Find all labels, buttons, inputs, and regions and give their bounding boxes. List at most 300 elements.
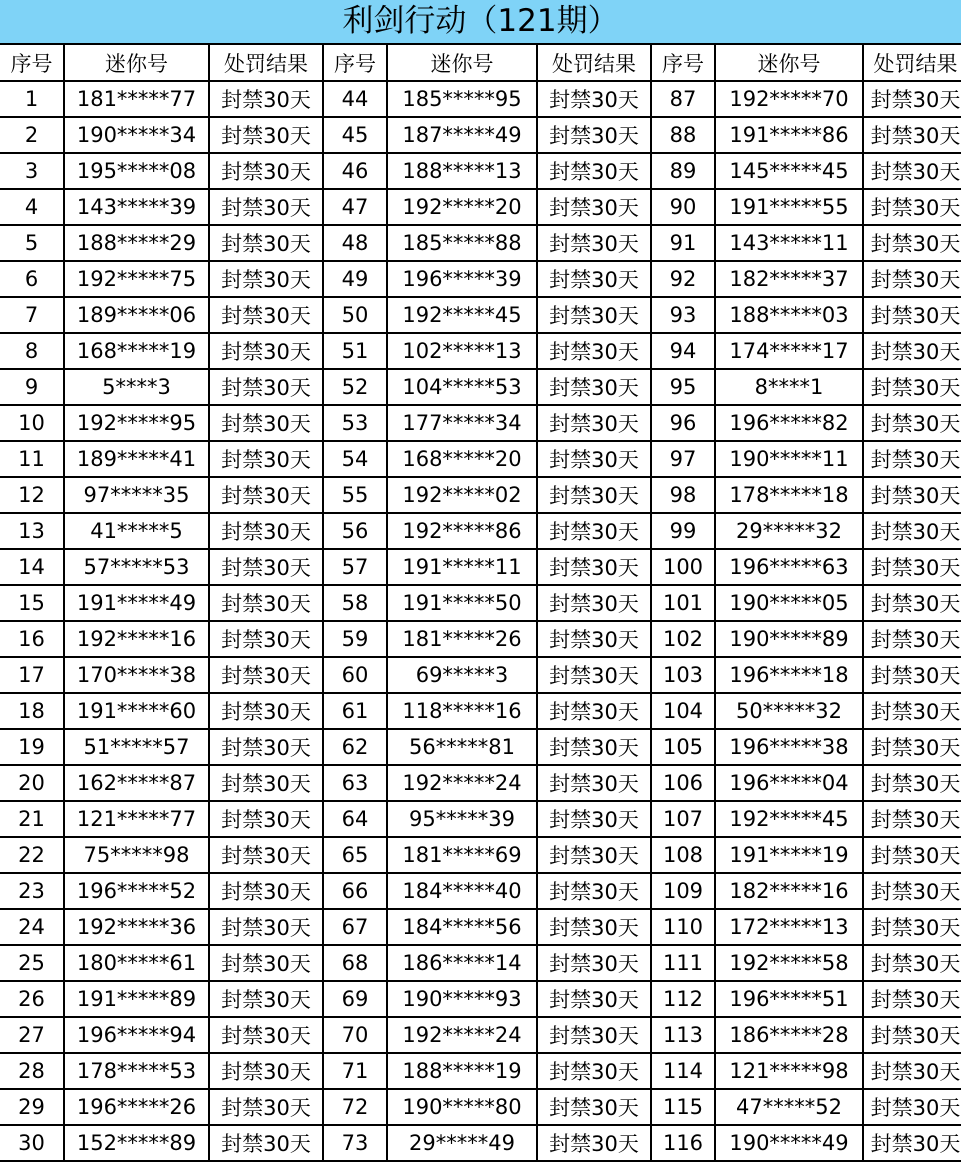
cell-mini-id: 186*****28 bbox=[715, 1017, 863, 1053]
cell-mini-id: 196*****82 bbox=[715, 405, 863, 441]
cell-mini-id: 181*****77 bbox=[64, 81, 209, 117]
cell-index: 45 bbox=[323, 117, 387, 153]
cell-mini-id: 196*****18 bbox=[715, 657, 863, 693]
cell-mini-id: 187*****49 bbox=[387, 117, 537, 153]
cell-index: 17 bbox=[0, 657, 64, 693]
cell-index: 56 bbox=[323, 513, 387, 549]
cell-mini-id: 41*****5 bbox=[64, 513, 209, 549]
cell-index: 69 bbox=[323, 981, 387, 1017]
cell-mini-id: 189*****41 bbox=[64, 441, 209, 477]
cell-mini-id: 56*****81 bbox=[387, 729, 537, 765]
cell-index: 3 bbox=[0, 153, 64, 189]
cell-result: 封禁30天 bbox=[209, 261, 323, 297]
cell-result: 封禁30天 bbox=[863, 117, 961, 153]
table-row bbox=[0, 153, 961, 189]
cell-index: 52 bbox=[323, 369, 387, 405]
table-row bbox=[0, 1089, 961, 1125]
cell-result: 封禁30天 bbox=[209, 333, 323, 369]
cell-mini-id: 185*****88 bbox=[387, 225, 537, 261]
cell-result: 封禁30天 bbox=[537, 117, 651, 153]
cell-result: 封禁30天 bbox=[863, 1053, 961, 1089]
cell-mini-id: 192*****70 bbox=[715, 81, 863, 117]
cell-result: 封禁30天 bbox=[209, 693, 323, 729]
cell-mini-id: 181*****26 bbox=[387, 621, 537, 657]
cell-index: 27 bbox=[0, 1017, 64, 1053]
cell-index: 101 bbox=[651, 585, 715, 621]
cell-mini-id: 57*****53 bbox=[64, 549, 209, 585]
cell-mini-id: 143*****11 bbox=[715, 225, 863, 261]
cell-result: 封禁30天 bbox=[537, 81, 651, 117]
cell-mini-id: 192*****75 bbox=[64, 261, 209, 297]
cell-mini-id: 95*****39 bbox=[387, 801, 537, 837]
cell-mini-id: 162*****87 bbox=[64, 765, 209, 801]
cell-index: 47 bbox=[323, 189, 387, 225]
cell-index: 18 bbox=[0, 693, 64, 729]
cell-result: 封禁30天 bbox=[537, 837, 651, 873]
cell-mini-id: 168*****20 bbox=[387, 441, 537, 477]
cell-result: 封禁30天 bbox=[209, 729, 323, 765]
page-title: 利剑行动（121期） bbox=[0, 0, 961, 45]
cell-index: 73 bbox=[323, 1125, 387, 1161]
cell-mini-id: 196*****52 bbox=[64, 873, 209, 909]
cell-result: 封禁30天 bbox=[537, 621, 651, 657]
cell-result: 封禁30天 bbox=[537, 225, 651, 261]
cell-mini-id: 196*****51 bbox=[715, 981, 863, 1017]
table-row bbox=[0, 693, 961, 729]
cell-result: 封禁30天 bbox=[537, 189, 651, 225]
cell-result: 封禁30天 bbox=[537, 405, 651, 441]
cell-mini-id: 190*****49 bbox=[715, 1125, 863, 1161]
table-row bbox=[0, 117, 961, 153]
cell-index: 112 bbox=[651, 981, 715, 1017]
cell-index: 8 bbox=[0, 333, 64, 369]
cell-index: 116 bbox=[651, 1125, 715, 1161]
cell-mini-id: 190*****89 bbox=[715, 621, 863, 657]
cell-result: 封禁30天 bbox=[863, 477, 961, 513]
cell-index: 29 bbox=[0, 1089, 64, 1125]
cell-mini-id: 191*****49 bbox=[64, 585, 209, 621]
cell-index: 70 bbox=[323, 1017, 387, 1053]
cell-mini-id: 191*****60 bbox=[64, 693, 209, 729]
cell-index: 44 bbox=[323, 81, 387, 117]
cell-result: 封禁30天 bbox=[209, 585, 323, 621]
cell-result: 封禁30天 bbox=[863, 513, 961, 549]
cell-result: 封禁30天 bbox=[537, 369, 651, 405]
table-row bbox=[0, 189, 961, 225]
cell-result: 封禁30天 bbox=[209, 117, 323, 153]
cell-mini-id: 29*****49 bbox=[387, 1125, 537, 1161]
cell-mini-id: 190*****11 bbox=[715, 441, 863, 477]
table-row bbox=[0, 945, 961, 981]
cell-result: 封禁30天 bbox=[863, 729, 961, 765]
cell-result: 封禁30天 bbox=[537, 1089, 651, 1125]
cell-mini-id: 168*****19 bbox=[64, 333, 209, 369]
cell-mini-id: 192*****24 bbox=[387, 1017, 537, 1053]
cell-result: 封禁30天 bbox=[537, 945, 651, 981]
cell-mini-id: 69*****3 bbox=[387, 657, 537, 693]
cell-mini-id: 190*****93 bbox=[387, 981, 537, 1017]
table-row bbox=[0, 549, 961, 585]
cell-index: 13 bbox=[0, 513, 64, 549]
cell-mini-id: 178*****53 bbox=[64, 1053, 209, 1089]
cell-mini-id: 188*****19 bbox=[387, 1053, 537, 1089]
cell-result: 封禁30天 bbox=[209, 1125, 323, 1161]
cell-result: 封禁30天 bbox=[863, 549, 961, 585]
cell-mini-id: 47*****52 bbox=[715, 1089, 863, 1125]
cell-index: 97 bbox=[651, 441, 715, 477]
cell-index: 46 bbox=[323, 153, 387, 189]
table-row bbox=[0, 477, 961, 513]
header-index: 序号 bbox=[0, 45, 64, 81]
cell-mini-id: 177*****34 bbox=[387, 405, 537, 441]
cell-mini-id: 186*****14 bbox=[387, 945, 537, 981]
cell-index: 16 bbox=[0, 621, 64, 657]
cell-mini-id: 172*****13 bbox=[715, 909, 863, 945]
cell-result: 封禁30天 bbox=[209, 657, 323, 693]
cell-result: 封禁30天 bbox=[863, 945, 961, 981]
cell-result: 封禁30天 bbox=[209, 873, 323, 909]
cell-result: 封禁30天 bbox=[537, 693, 651, 729]
cell-index: 22 bbox=[0, 837, 64, 873]
table-row bbox=[0, 441, 961, 477]
cell-index: 30 bbox=[0, 1125, 64, 1161]
cell-result: 封禁30天 bbox=[863, 333, 961, 369]
cell-mini-id: 51*****57 bbox=[64, 729, 209, 765]
cell-index: 108 bbox=[651, 837, 715, 873]
cell-mini-id: 192*****45 bbox=[387, 297, 537, 333]
cell-result: 封禁30天 bbox=[863, 297, 961, 333]
table-row bbox=[0, 1125, 961, 1161]
cell-result: 封禁30天 bbox=[209, 981, 323, 1017]
cell-index: 7 bbox=[0, 297, 64, 333]
cell-result: 封禁30天 bbox=[209, 441, 323, 477]
cell-index: 72 bbox=[323, 1089, 387, 1125]
table-row bbox=[0, 837, 961, 873]
cell-index: 107 bbox=[651, 801, 715, 837]
cell-index: 115 bbox=[651, 1089, 715, 1125]
cell-result: 封禁30天 bbox=[537, 153, 651, 189]
cell-result: 封禁30天 bbox=[863, 585, 961, 621]
cell-index: 12 bbox=[0, 477, 64, 513]
cell-mini-id: 75*****98 bbox=[64, 837, 209, 873]
cell-index: 114 bbox=[651, 1053, 715, 1089]
cell-result: 封禁30天 bbox=[209, 225, 323, 261]
cell-mini-id: 191*****86 bbox=[715, 117, 863, 153]
cell-mini-id: 178*****18 bbox=[715, 477, 863, 513]
cell-index: 62 bbox=[323, 729, 387, 765]
cell-mini-id: 143*****39 bbox=[64, 189, 209, 225]
cell-result: 封禁30天 bbox=[863, 441, 961, 477]
cell-index: 106 bbox=[651, 765, 715, 801]
cell-result: 封禁30天 bbox=[863, 1017, 961, 1053]
cell-mini-id: 189*****06 bbox=[64, 297, 209, 333]
cell-mini-id: 180*****61 bbox=[64, 945, 209, 981]
cell-result: 封禁30天 bbox=[537, 549, 651, 585]
cell-result: 封禁30天 bbox=[863, 621, 961, 657]
cell-result: 封禁30天 bbox=[537, 909, 651, 945]
cell-index: 10 bbox=[0, 405, 64, 441]
cell-result: 封禁30天 bbox=[537, 1125, 651, 1161]
cell-index: 15 bbox=[0, 585, 64, 621]
table-row bbox=[0, 801, 961, 837]
cell-mini-id: 118*****16 bbox=[387, 693, 537, 729]
header-mini-id: 迷你号 bbox=[64, 45, 209, 81]
cell-index: 20 bbox=[0, 765, 64, 801]
cell-index: 67 bbox=[323, 909, 387, 945]
cell-mini-id: 192*****16 bbox=[64, 621, 209, 657]
cell-index: 104 bbox=[651, 693, 715, 729]
cell-result: 封禁30天 bbox=[863, 981, 961, 1017]
cell-result: 封禁30天 bbox=[209, 1017, 323, 1053]
cell-mini-id: 97*****35 bbox=[64, 477, 209, 513]
cell-result: 封禁30天 bbox=[209, 405, 323, 441]
cell-result: 封禁30天 bbox=[209, 189, 323, 225]
cell-index: 63 bbox=[323, 765, 387, 801]
table-row bbox=[0, 405, 961, 441]
cell-index: 95 bbox=[651, 369, 715, 405]
cell-index: 105 bbox=[651, 729, 715, 765]
cell-result: 封禁30天 bbox=[209, 909, 323, 945]
table-row bbox=[0, 873, 961, 909]
cell-result: 封禁30天 bbox=[863, 81, 961, 117]
cell-index: 50 bbox=[323, 297, 387, 333]
cell-mini-id: 102*****13 bbox=[387, 333, 537, 369]
cell-mini-id: 188*****03 bbox=[715, 297, 863, 333]
cell-mini-id: 191*****19 bbox=[715, 837, 863, 873]
cell-index: 28 bbox=[0, 1053, 64, 1089]
cell-mini-id: 185*****95 bbox=[387, 81, 537, 117]
cell-mini-id: 191*****89 bbox=[64, 981, 209, 1017]
cell-result: 封禁30天 bbox=[537, 729, 651, 765]
table-row bbox=[0, 261, 961, 297]
penalty-table bbox=[0, 45, 961, 1162]
cell-result: 封禁30天 bbox=[209, 1089, 323, 1125]
cell-mini-id: 196*****39 bbox=[387, 261, 537, 297]
table-row bbox=[0, 585, 961, 621]
cell-result: 封禁30天 bbox=[537, 261, 651, 297]
cell-mini-id: 191*****50 bbox=[387, 585, 537, 621]
cell-mini-id: 192*****36 bbox=[64, 909, 209, 945]
cell-index: 66 bbox=[323, 873, 387, 909]
cell-result: 封禁30天 bbox=[209, 945, 323, 981]
cell-mini-id: 170*****38 bbox=[64, 657, 209, 693]
table-row bbox=[0, 657, 961, 693]
cell-result: 封禁30天 bbox=[863, 189, 961, 225]
cell-mini-id: 182*****37 bbox=[715, 261, 863, 297]
cell-mini-id: 184*****56 bbox=[387, 909, 537, 945]
cell-result: 封禁30天 bbox=[537, 441, 651, 477]
cell-index: 57 bbox=[323, 549, 387, 585]
cell-mini-id: 8****1 bbox=[715, 369, 863, 405]
cell-index: 111 bbox=[651, 945, 715, 981]
cell-index: 71 bbox=[323, 1053, 387, 1089]
cell-result: 封禁30天 bbox=[209, 765, 323, 801]
cell-mini-id: 182*****16 bbox=[715, 873, 863, 909]
cell-mini-id: 195*****08 bbox=[64, 153, 209, 189]
cell-mini-id: 181*****69 bbox=[387, 837, 537, 873]
table-row bbox=[0, 909, 961, 945]
cell-result: 封禁30天 bbox=[209, 1053, 323, 1089]
table-header-row bbox=[0, 45, 961, 81]
table-row bbox=[0, 1053, 961, 1089]
table-row bbox=[0, 765, 961, 801]
cell-index: 2 bbox=[0, 117, 64, 153]
cell-result: 封禁30天 bbox=[537, 873, 651, 909]
cell-index: 4 bbox=[0, 189, 64, 225]
cell-mini-id: 174*****17 bbox=[715, 333, 863, 369]
cell-result: 封禁30天 bbox=[863, 909, 961, 945]
cell-result: 封禁30天 bbox=[209, 369, 323, 405]
cell-index: 48 bbox=[323, 225, 387, 261]
cell-index: 94 bbox=[651, 333, 715, 369]
cell-result: 封禁30天 bbox=[863, 261, 961, 297]
cell-index: 99 bbox=[651, 513, 715, 549]
header-result: 处罚结果 bbox=[537, 45, 651, 81]
cell-index: 24 bbox=[0, 909, 64, 945]
cell-result: 封禁30天 bbox=[209, 621, 323, 657]
cell-index: 87 bbox=[651, 81, 715, 117]
cell-index: 59 bbox=[323, 621, 387, 657]
cell-index: 1 bbox=[0, 81, 64, 117]
cell-result: 封禁30天 bbox=[863, 765, 961, 801]
cell-mini-id: 196*****94 bbox=[64, 1017, 209, 1053]
cell-result: 封禁30天 bbox=[863, 369, 961, 405]
cell-result: 封禁30天 bbox=[209, 297, 323, 333]
cell-result: 封禁30天 bbox=[537, 477, 651, 513]
table-row bbox=[0, 81, 961, 117]
cell-mini-id: 188*****29 bbox=[64, 225, 209, 261]
cell-index: 89 bbox=[651, 153, 715, 189]
cell-result: 封禁30天 bbox=[537, 765, 651, 801]
table-row bbox=[0, 225, 961, 261]
table-row bbox=[0, 981, 961, 1017]
cell-result: 封禁30天 bbox=[209, 549, 323, 585]
cell-mini-id: 196*****04 bbox=[715, 765, 863, 801]
cell-result: 封禁30天 bbox=[209, 477, 323, 513]
cell-mini-id: 184*****40 bbox=[387, 873, 537, 909]
cell-mini-id: 190*****05 bbox=[715, 585, 863, 621]
cell-result: 封禁30天 bbox=[863, 1125, 961, 1161]
cell-result: 封禁30天 bbox=[863, 837, 961, 873]
cell-index: 102 bbox=[651, 621, 715, 657]
cell-result: 封禁30天 bbox=[209, 513, 323, 549]
cell-index: 26 bbox=[0, 981, 64, 1017]
cell-result: 封禁30天 bbox=[863, 693, 961, 729]
cell-mini-id: 192*****20 bbox=[387, 189, 537, 225]
cell-mini-id: 190*****80 bbox=[387, 1089, 537, 1125]
cell-mini-id: 121*****77 bbox=[64, 801, 209, 837]
header-mini-id: 迷你号 bbox=[715, 45, 863, 81]
cell-index: 93 bbox=[651, 297, 715, 333]
cell-index: 21 bbox=[0, 801, 64, 837]
cell-result: 封禁30天 bbox=[863, 801, 961, 837]
cell-mini-id: 192*****95 bbox=[64, 405, 209, 441]
cell-mini-id: 50*****32 bbox=[715, 693, 863, 729]
cell-mini-id: 145*****45 bbox=[715, 153, 863, 189]
cell-mini-id: 196*****38 bbox=[715, 729, 863, 765]
cell-result: 封禁30天 bbox=[537, 333, 651, 369]
cell-index: 98 bbox=[651, 477, 715, 513]
cell-mini-id: 192*****58 bbox=[715, 945, 863, 981]
cell-mini-id: 192*****86 bbox=[387, 513, 537, 549]
cell-index: 100 bbox=[651, 549, 715, 585]
cell-result: 封禁30天 bbox=[537, 297, 651, 333]
cell-result: 封禁30天 bbox=[537, 1017, 651, 1053]
cell-index: 55 bbox=[323, 477, 387, 513]
cell-index: 90 bbox=[651, 189, 715, 225]
cell-mini-id: 190*****34 bbox=[64, 117, 209, 153]
cell-index: 51 bbox=[323, 333, 387, 369]
table-row bbox=[0, 333, 961, 369]
table-row bbox=[0, 1017, 961, 1053]
table-row bbox=[0, 513, 961, 549]
cell-mini-id: 191*****55 bbox=[715, 189, 863, 225]
cell-result: 封禁30天 bbox=[209, 837, 323, 873]
cell-index: 9 bbox=[0, 369, 64, 405]
cell-result: 封禁30天 bbox=[537, 513, 651, 549]
cell-index: 23 bbox=[0, 873, 64, 909]
cell-result: 封禁30天 bbox=[863, 153, 961, 189]
cell-mini-id: 192*****02 bbox=[387, 477, 537, 513]
cell-result: 封禁30天 bbox=[863, 225, 961, 261]
header-mini-id: 迷你号 bbox=[387, 45, 537, 81]
cell-index: 5 bbox=[0, 225, 64, 261]
cell-mini-id: 121*****98 bbox=[715, 1053, 863, 1089]
table-body bbox=[0, 81, 961, 1161]
cell-mini-id: 152*****89 bbox=[64, 1125, 209, 1161]
header-result: 处罚结果 bbox=[863, 45, 961, 81]
table-row bbox=[0, 297, 961, 333]
cell-mini-id: 196*****26 bbox=[64, 1089, 209, 1125]
cell-result: 封禁30天 bbox=[209, 153, 323, 189]
cell-result: 封禁30天 bbox=[863, 873, 961, 909]
cell-index: 91 bbox=[651, 225, 715, 261]
cell-result: 封禁30天 bbox=[537, 585, 651, 621]
table-row bbox=[0, 729, 961, 765]
cell-result: 封禁30天 bbox=[537, 1053, 651, 1089]
cell-result: 封禁30天 bbox=[863, 405, 961, 441]
table-row bbox=[0, 369, 961, 405]
cell-index: 109 bbox=[651, 873, 715, 909]
cell-index: 61 bbox=[323, 693, 387, 729]
cell-index: 11 bbox=[0, 441, 64, 477]
table-row bbox=[0, 621, 961, 657]
cell-index: 49 bbox=[323, 261, 387, 297]
cell-index: 19 bbox=[0, 729, 64, 765]
cell-index: 113 bbox=[651, 1017, 715, 1053]
header-index: 序号 bbox=[651, 45, 715, 81]
cell-result: 封禁30天 bbox=[209, 801, 323, 837]
cell-mini-id: 192*****45 bbox=[715, 801, 863, 837]
cell-index: 92 bbox=[651, 261, 715, 297]
cell-result: 封禁30天 bbox=[537, 657, 651, 693]
cell-index: 64 bbox=[323, 801, 387, 837]
cell-result: 封禁30天 bbox=[863, 1089, 961, 1125]
cell-index: 65 bbox=[323, 837, 387, 873]
cell-result: 封禁30天 bbox=[537, 981, 651, 1017]
header-result: 处罚结果 bbox=[209, 45, 323, 81]
cell-index: 88 bbox=[651, 117, 715, 153]
cell-index: 60 bbox=[323, 657, 387, 693]
cell-index: 68 bbox=[323, 945, 387, 981]
cell-mini-id: 192*****24 bbox=[387, 765, 537, 801]
cell-result: 封禁30天 bbox=[537, 801, 651, 837]
cell-index: 96 bbox=[651, 405, 715, 441]
cell-index: 110 bbox=[651, 909, 715, 945]
cell-index: 14 bbox=[0, 549, 64, 585]
cell-index: 6 bbox=[0, 261, 64, 297]
cell-index: 25 bbox=[0, 945, 64, 981]
